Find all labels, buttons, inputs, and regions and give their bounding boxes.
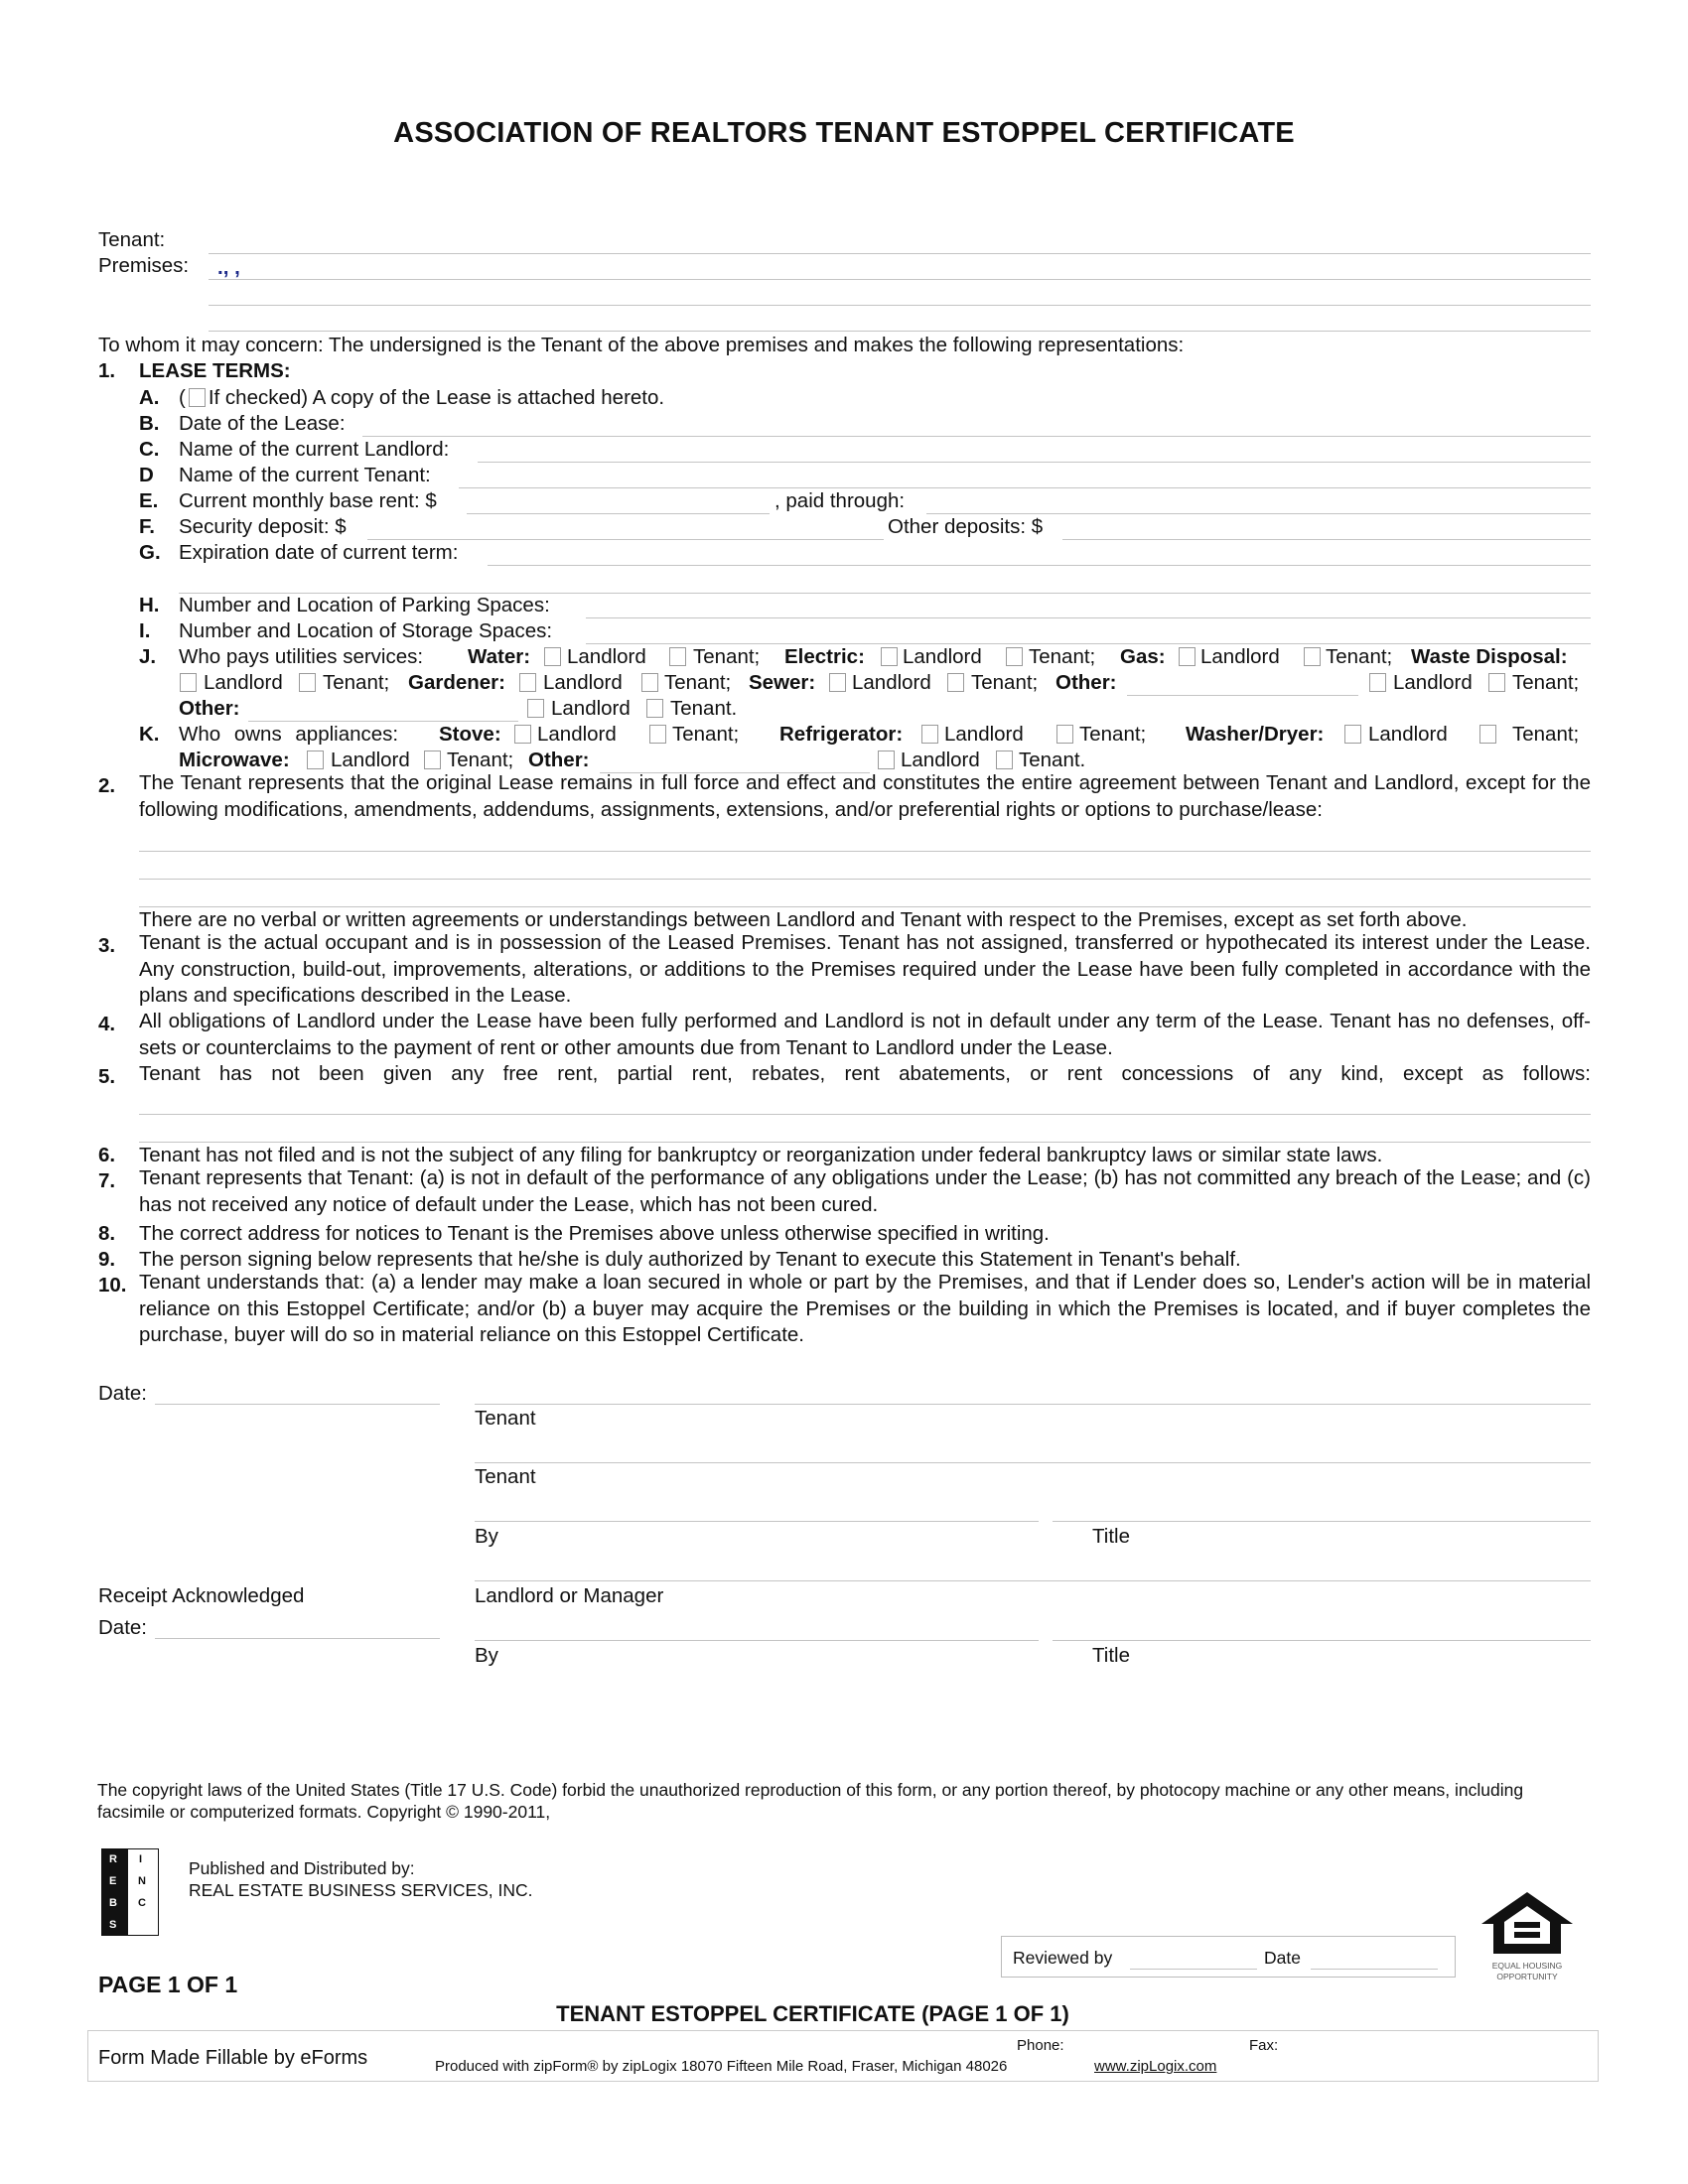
sewer-landlord-checkbox[interactable]	[829, 673, 846, 692]
section-1-heading: LEASE TERMS:	[139, 359, 291, 382]
other-deposits-field[interactable]	[1062, 539, 1591, 540]
appliance-other-tenant-checkbox[interactable]	[996, 751, 1013, 769]
section-7-text: Tenant represents that Tenant: (a) is not in default of the performance of any obligations under the Lease; (b) has not committed any breach of the Lease; and (c) has not received any notice of default under the Lease, which has not been cured.	[139, 1166, 1591, 1216]
microwave-landlord-label: Landlord	[331, 749, 410, 771]
lease-date-field[interactable]	[362, 436, 1591, 437]
landlord-name-label: Name of the current Landlord:	[179, 438, 450, 461]
tenant-field[interactable]	[209, 253, 1591, 254]
section-2-number: 2.	[98, 774, 116, 797]
house-icon	[1477, 1888, 1577, 1960]
tenant-signature-label-2: Tenant	[475, 1465, 536, 1488]
section-1-number: 1.	[98, 359, 116, 382]
parking-field[interactable]	[586, 617, 1591, 618]
premises-field-line-1[interactable]	[209, 279, 1591, 280]
section-4-text: All obligations of Landlord under the Lease have been fully performed and Landlord is not in default under any term of the Lease. Tenant has no defenses, off-sets or counterclaims to the payment of rent or other amounts due from Tenant to Landlord under the Lease.	[139, 1010, 1591, 1059]
washer-landlord-checkbox[interactable]	[1344, 725, 1361, 744]
fax-label: Fax:	[1249, 2037, 1279, 2054]
microwave-tenant-checkbox[interactable]	[424, 751, 441, 769]
waste-tenant-checkbox[interactable]	[299, 673, 316, 692]
section-6-number: 6.	[98, 1144, 116, 1166]
ziplogix-link[interactable]: www.zipLogix.com	[1094, 2058, 1217, 2075]
logo-letter-c: C	[138, 1897, 146, 1909]
by-line-1[interactable]	[475, 1521, 1039, 1522]
appliance-other-label: Other:	[528, 749, 590, 771]
section-3-number: 3.	[98, 934, 116, 957]
section-6-text: Tenant has not filed and is not the subject of any filing for bankruptcy or reorganization under federal bankruptcy laws or similar state laws.	[139, 1144, 1383, 1166]
tenant-name-label: Name of the current Tenant:	[179, 464, 431, 486]
storage-field[interactable]	[586, 643, 1591, 644]
item-e-letter: E.	[139, 489, 159, 512]
gas-landlord-label: Landlord	[1200, 645, 1280, 668]
gardener-landlord-checkbox[interactable]	[519, 673, 536, 692]
item-b-letter: B.	[139, 412, 160, 435]
date-label: Date:	[98, 1382, 147, 1405]
stove-landlord-label: Landlord	[537, 723, 617, 746]
utilities-who-label: Who pays utilities services:	[179, 645, 424, 668]
water-tenant-checkbox[interactable]	[669, 647, 686, 666]
microwave-label: Microwave:	[179, 749, 290, 771]
date-field[interactable]	[155, 1404, 440, 1405]
item-a-text: If checked) A copy of the Lease is attached hereto.	[208, 386, 665, 409]
reviewed-date-field[interactable]	[1311, 1969, 1438, 1970]
intro-text: To whom it may concern: The undersigned is the Tenant of the above premises and makes the following representations:	[98, 334, 1185, 356]
section-2-after-text: There are no verbal or written agreements or understandings between Landlord and Tenant with respect to the Premises, except as set forth above.	[139, 908, 1468, 931]
bottom-title: TENANT ESTOPPEL CERTIFICATE (PAGE 1 OF 1)	[556, 2001, 1069, 2026]
publisher-name: REAL ESTATE BUSINESS SERVICES, INC.	[189, 1880, 533, 1900]
stove-landlord-checkbox[interactable]	[514, 725, 531, 744]
utility-other2-landlord-label: Landlord	[551, 697, 631, 720]
gardener-landlord-label: Landlord	[543, 671, 623, 694]
section-5-text: Tenant has not been given any free rent, partial rent, rebates, rent abatements, or rent concessions of any kind, except as follows:	[139, 1062, 1591, 1085]
item-h-letter: H.	[139, 594, 160, 616]
gardener-label: Gardener:	[408, 671, 505, 694]
expiration-field-line-1[interactable]	[488, 565, 1591, 566]
section-2-text: The Tenant represents that the original Lease remains in full force and effect and constitutes the entire agreement between Tenant and Landlord, except for the following modifications, amendments, addendums, assignments, extensions, and/or preferential rights or options to purchase/lease:	[139, 771, 1591, 821]
waste-tenant-label: Tenant;	[323, 671, 390, 694]
item-g-letter: G.	[139, 541, 161, 564]
modifications-field-line-2[interactable]	[139, 879, 1591, 880]
utility-other-tenant-checkbox[interactable]	[1488, 673, 1505, 692]
sewer-landlord-label: Landlord	[852, 671, 931, 694]
gardener-tenant-label: Tenant;	[664, 671, 732, 694]
tenant-signature-line-1[interactable]	[475, 1404, 1591, 1405]
copyright-notice: The copyright laws of the United States (Title 17 U.S. Code) forbid the unauthorized reproduction of this form, or any portion thereof, by photocopy machine or any other means, including facsimile or computerized formats. Copyright © 1990-2011,	[97, 1780, 1524, 1822]
utility-other-tenant-label: Tenant;	[1512, 671, 1580, 694]
item-c-letter: C.	[139, 438, 160, 461]
gas-tenant-label: Tenant;	[1326, 645, 1393, 668]
landlord-name-field[interactable]	[478, 462, 1591, 463]
refrigerator-tenant-label: Tenant;	[1079, 723, 1147, 746]
date-label-2: Date:	[98, 1616, 147, 1639]
section-4-number: 4.	[98, 1013, 116, 1035]
by-line-2[interactable]	[475, 1640, 1039, 1641]
appliance-other-tenant-label: Tenant.	[1019, 749, 1086, 771]
receipt-acknowledged-label: Receipt Acknowledged	[98, 1584, 305, 1607]
electric-label: Electric:	[784, 645, 865, 668]
sewer-label: Sewer:	[749, 671, 816, 694]
item-k-letter: K.	[139, 723, 160, 746]
gas-tenant-checkbox[interactable]	[1304, 647, 1321, 666]
section-8-number: 8.	[98, 1222, 116, 1245]
base-rent-field[interactable]	[467, 513, 770, 514]
waste-landlord-label: Landlord	[204, 671, 283, 694]
section-8-text: The correct address for notices to Tenant is the Premises above unless otherwise specified in writing.	[139, 1222, 1050, 1245]
refrigerator-label: Refrigerator:	[779, 723, 904, 746]
title-line-1[interactable]	[1053, 1521, 1591, 1522]
expiration-label: Expiration date of current term:	[179, 541, 459, 564]
utility-other2-tenant-label: Tenant.	[670, 697, 738, 720]
modifications-field-line-1[interactable]	[139, 851, 1591, 852]
by-label-1: By	[475, 1525, 498, 1548]
utility-other2-label: Other:	[179, 697, 240, 720]
item-a-letter: A.	[139, 386, 160, 409]
electric-tenant-checkbox[interactable]	[1006, 647, 1023, 666]
fillable-text: Form Made Fillable by eForms	[98, 2047, 368, 2069]
utility-other-landlord-label: Landlord	[1393, 671, 1473, 694]
item-a-paren: (	[179, 386, 186, 409]
storage-label: Number and Location of Storage Spaces:	[179, 619, 553, 642]
section-9-number: 9.	[98, 1248, 116, 1271]
stove-tenant-checkbox[interactable]	[649, 725, 666, 744]
tenant-signature-label-1: Tenant	[475, 1407, 536, 1430]
logo-letter-s: S	[109, 1919, 117, 1931]
page-number: PAGE 1 OF 1	[98, 1972, 238, 1997]
paid-through-label: , paid through:	[774, 489, 906, 512]
lease-attached-checkbox[interactable]	[189, 388, 206, 407]
item-f-letter: F.	[139, 515, 155, 538]
logo-letter-i: I	[139, 1853, 143, 1865]
washer-tenant-checkbox[interactable]	[1479, 725, 1496, 744]
washer-tenant-label: Tenant;	[1512, 723, 1580, 746]
document-title: ASSOCIATION OF REALTORS TENANT ESTOPPEL CERTIFICATE	[393, 117, 1295, 149]
utility-other2-tenant-checkbox[interactable]	[646, 699, 663, 718]
appliance-other-landlord-checkbox[interactable]	[878, 751, 895, 769]
rebs-logo	[101, 1848, 161, 1936]
security-deposit-field[interactable]	[367, 539, 884, 540]
published-label: Published and Distributed by:	[189, 1858, 415, 1878]
title-label-2: Title	[1092, 1644, 1130, 1667]
appliances-who-label: Who owns appliances:	[179, 723, 399, 746]
electric-tenant-label: Tenant;	[1029, 645, 1096, 668]
washer-landlord-label: Landlord	[1368, 723, 1448, 746]
waste-label: Waste Disposal:	[1411, 645, 1568, 668]
section-10-number: 10.	[98, 1274, 127, 1297]
section-9-text: The person signing below represents that he/she is duly authorized by Tenant to execute this Statement in Tenant's behalf.	[139, 1248, 1241, 1271]
item-i-letter: I.	[139, 619, 151, 642]
landlord-manager-label: Landlord or Manager	[475, 1584, 664, 1607]
utility-other2-field[interactable]	[248, 721, 518, 722]
other-deposits-label: Other deposits: $	[888, 515, 1044, 538]
logo-letter-b: B	[109, 1897, 117, 1909]
reviewed-date-label: Date	[1264, 1948, 1301, 1968]
utility-other-landlord-checkbox[interactable]	[1369, 673, 1386, 692]
premises-field-line-3[interactable]	[209, 331, 1591, 332]
gas-landlord-checkbox[interactable]	[1179, 647, 1196, 666]
electric-landlord-checkbox[interactable]	[881, 647, 898, 666]
item-d-letter: D	[139, 464, 154, 486]
utility-other2-landlord-checkbox[interactable]	[527, 699, 544, 718]
modifications-field-line-3[interactable]	[139, 906, 1591, 907]
premises-label: Premises:	[98, 254, 190, 277]
water-landlord-checkbox[interactable]	[544, 647, 561, 666]
utility-other-label: Other:	[1055, 671, 1117, 694]
tenant-label: Tenant:	[98, 228, 166, 251]
premises-field-line-2[interactable]	[209, 305, 1591, 306]
appliance-other-landlord-label: Landlord	[901, 749, 980, 771]
concessions-field-line-2[interactable]	[139, 1142, 1591, 1143]
section-10-text: Tenant understands that: (a) a lender may make a loan secured in whole or part by the Premises, and that if Lender does so, Lender's action will be in material reliance on this Estoppel Certificate; and/or (b) a buyer may acquire the Premises or the building in which the Premises is located, and if buyer completes the purchase, buyer will do so in material reliance on this Estoppel Certificate.	[139, 1271, 1591, 1347]
stove-label: Stove:	[439, 723, 501, 746]
microwave-tenant-label: Tenant;	[447, 749, 514, 771]
section-5-number: 5.	[98, 1065, 116, 1088]
equal-housing-text-1: EQUAL HOUSING	[1491, 1961, 1563, 1971]
premises-value[interactable]: ., ,	[217, 256, 240, 279]
phone-label: Phone:	[1017, 2037, 1064, 2054]
reviewed-by-label: Reviewed by	[1013, 1948, 1113, 1968]
paid-through-field[interactable]	[926, 513, 1591, 514]
water-label: Water:	[468, 645, 531, 668]
gas-label: Gas:	[1120, 645, 1166, 668]
section-7-number: 7.	[98, 1169, 116, 1192]
date-field-2[interactable]	[155, 1638, 440, 1639]
electric-landlord-label: Landlord	[903, 645, 982, 668]
microwave-landlord-checkbox[interactable]	[307, 751, 324, 769]
logo-letter-e: E	[109, 1875, 117, 1887]
item-a	[179, 388, 664, 409]
refrigerator-landlord-label: Landlord	[944, 723, 1024, 746]
parking-label: Number and Location of Parking Spaces:	[179, 594, 550, 616]
title-line-2[interactable]	[1053, 1640, 1591, 1641]
refrigerator-landlord-checkbox[interactable]	[921, 725, 938, 744]
security-deposit-label: Security deposit: $	[179, 515, 347, 538]
concessions-field-line-1[interactable]	[139, 1114, 1591, 1115]
reviewed-by-field[interactable]	[1130, 1969, 1257, 1970]
tenant-signature-line-2[interactable]	[475, 1462, 1591, 1463]
stove-tenant-label: Tenant;	[672, 723, 740, 746]
tenant-name-field[interactable]	[459, 487, 1591, 488]
title-label-1: Title	[1092, 1525, 1130, 1548]
section-3-text: Tenant is the actual occupant and is in possession of the Leased Premises. Tenant has not assigned, transferred or hypothecated its interest under the Lease. Any construction, build-out, improvements, alterations, or additions to the Premises required under the Lease have been fully completed in accordance with the plans and specifications described in the Lease.	[139, 931, 1591, 1008]
water-tenant-label: Tenant;	[693, 645, 761, 668]
waste-landlord-checkbox[interactable]	[180, 673, 197, 692]
item-j-letter: J.	[139, 645, 157, 668]
gardener-tenant-checkbox[interactable]	[641, 673, 658, 692]
equal-housing-logo	[1477, 1888, 1577, 1983]
landlord-signature-line[interactable]	[475, 1580, 1591, 1581]
by-label-2: By	[475, 1644, 498, 1667]
water-landlord-label: Landlord	[567, 645, 646, 668]
utility-other-field[interactable]	[1127, 695, 1358, 696]
sewer-tenant-label: Tenant;	[971, 671, 1039, 694]
logo-letter-n: N	[138, 1875, 146, 1887]
sewer-tenant-checkbox[interactable]	[947, 673, 964, 692]
refrigerator-tenant-checkbox[interactable]	[1056, 725, 1073, 744]
lease-date-label: Date of the Lease:	[179, 412, 346, 435]
equal-housing-text-2: OPPORTUNITY	[1496, 1972, 1558, 1981]
logo-letter-r: R	[109, 1853, 117, 1865]
produced-by-text: Produced with zipForm® by zipLogix 18070 Fifteen Mile Road, Fraser, Michigan 48026	[435, 2058, 1008, 2075]
washer-dryer-label: Washer/Dryer:	[1186, 723, 1325, 746]
base-rent-label: Current monthly base rent: $	[179, 489, 437, 512]
